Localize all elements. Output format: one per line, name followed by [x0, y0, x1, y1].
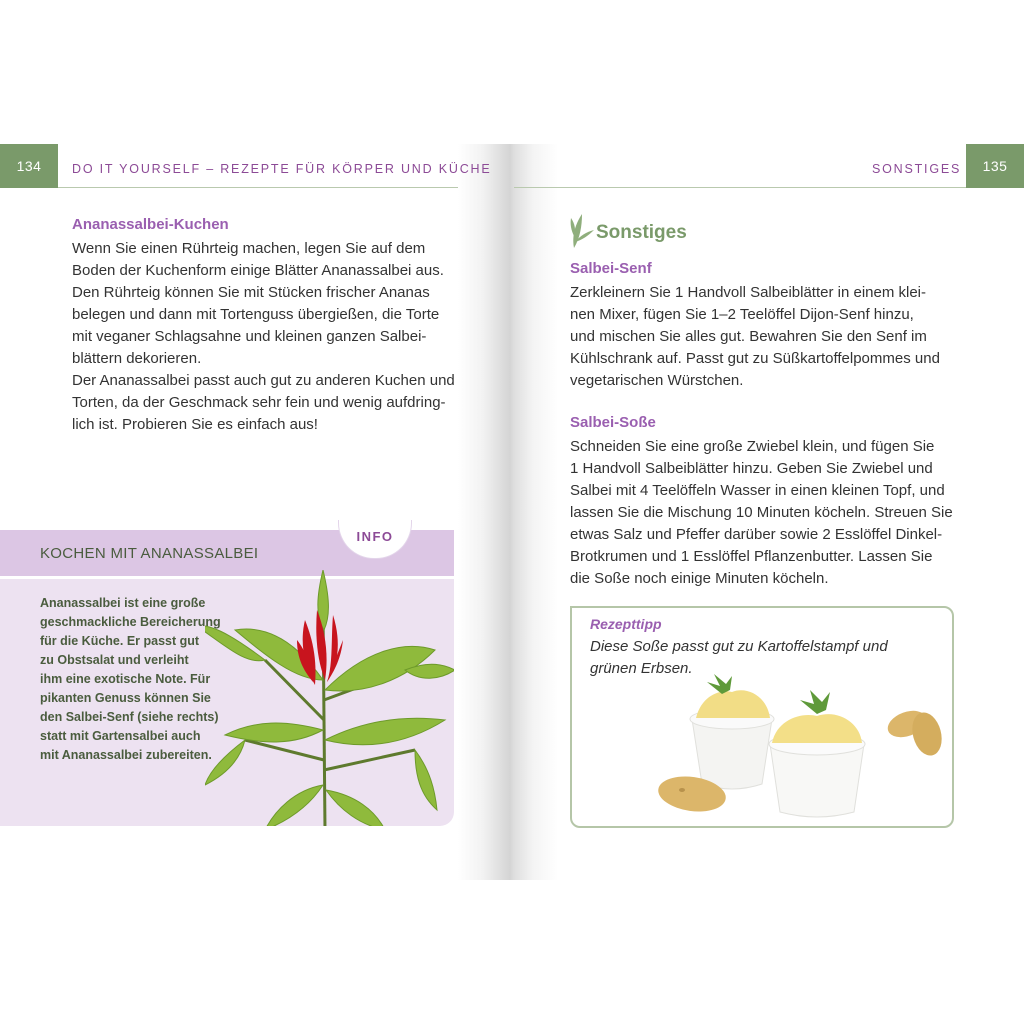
page-number-right: 135	[966, 144, 1024, 188]
info-box-text	[40, 594, 230, 765]
mashed-potatoes-image	[652, 674, 952, 824]
recipe-tip-box	[570, 606, 954, 828]
info-tag-label: INFO	[356, 529, 394, 544]
info-line: zu Obstsalat und verleiht	[40, 653, 189, 667]
info-box-title: KOCHEN MIT ANANASSALBEI	[40, 545, 259, 562]
body-line: Brotkrumen und 1 Esslöffel Pflanzenbutter. Lassen Sie	[570, 548, 933, 565]
body-line: die Soße noch einige Minuten köcheln.	[570, 570, 829, 587]
info-line: den Salbei-Senf (siehe rechts)	[40, 710, 219, 724]
body-line: mit veganer Schlagsahne und kleinen ganzen Salbei-	[72, 328, 427, 345]
info-line: pikanten Genuss können Sie	[40, 691, 211, 705]
header-rule-right	[514, 187, 966, 188]
info-line: mit Ananassalbei zubereiten.	[40, 748, 212, 762]
body-line: Salbei mit 4 Teelöffeln Wasser in einen kleinen Topf, und	[570, 482, 945, 499]
body-line: Torten, da der Geschmack sehr fein und wenig aufdring-	[72, 394, 446, 411]
recipe-body-salbei-senf	[570, 282, 970, 392]
body-line: belegen und dann mit Tortenguss übergießen, die Torte	[72, 306, 440, 323]
tip-line: grünen Erbsen.	[590, 660, 693, 677]
recipe-body-salbei-sosse	[570, 436, 970, 590]
section-title-sonstiges: Sonstiges	[596, 222, 687, 243]
recipe-title-ananassalbei-kuchen: Ananassalbei-Kuchen	[72, 216, 229, 233]
body-line: blättern dekorieren.	[72, 350, 202, 367]
sage-leaf-icon	[568, 212, 596, 250]
body-line: nen Mixer, fügen Sie 1–2 Teelöffel Dijon-Senf hinzu,	[570, 306, 914, 323]
body-line: Wenn Sie einen Rührteig machen, legen Sie auf dem	[72, 240, 426, 257]
info-line: statt mit Gartensalbei auch	[40, 729, 201, 743]
body-line: Kühlschrank auf. Passt gut zu Süßkartoffelpommes und	[570, 350, 940, 367]
body-line: lassen Sie die Mischung 10 Minuten köcheln. Streuen Sie	[570, 504, 953, 521]
tip-line: Diese Soße passt gut zu Kartoffelstampf und	[590, 638, 888, 655]
info-line: für die Küche. Er passt gut	[40, 634, 200, 648]
body-line: Der Ananassalbei passt auch gut zu anderen Kuchen und	[72, 372, 455, 389]
body-line: lich ist. Probieren Sie es einfach aus!	[72, 416, 318, 433]
header-rule-left	[58, 187, 458, 188]
recipe-title-salbei-senf: Salbei-Senf	[570, 260, 652, 277]
recipe-body-ananassalbei-kuchen	[72, 238, 462, 436]
pineapple-sage-plant-image	[205, 570, 454, 826]
running-head-right: SONSTIGES	[872, 162, 962, 176]
body-line: 1 Handvoll Salbeiblätter hinzu. Geben Sie Zwiebel und	[570, 460, 933, 477]
page-number-left: 134	[0, 144, 58, 188]
info-line: Ananassalbei ist eine große	[40, 596, 206, 610]
running-head-left: DO IT YOURSELF – REZEPTE FÜR KÖRPER UND KÜCHE	[72, 162, 492, 176]
body-line: Zerkleinern Sie 1 Handvoll Salbeiblätter in einem klei-	[570, 284, 927, 301]
body-line: Boden der Kuchenform einige Blätter Ananassalbei aus.	[72, 262, 444, 279]
info-line: geschmackliche Bereicherung	[40, 615, 221, 629]
body-line: Schneiden Sie eine große Zwiebel klein, und fügen Sie	[570, 438, 935, 455]
recipe-title-salbei-sosse: Salbei-Soße	[570, 414, 656, 431]
tip-title: Rezepttipp	[590, 616, 662, 632]
body-line: vegetarischen Würstchen.	[570, 372, 744, 389]
body-line: etwas Salz und Pfeffer darüber sowie 2 Esslöffel Dinkel-	[570, 526, 943, 543]
info-line: ihm eine exotische Note. Für	[40, 672, 211, 686]
body-line: Den Rührteig können Sie mit Stücken frischer Ananas	[72, 284, 430, 301]
body-line: und mischen Sie alles gut. Bewahren Sie den Senf im	[570, 328, 927, 345]
book-gutter	[458, 144, 558, 880]
